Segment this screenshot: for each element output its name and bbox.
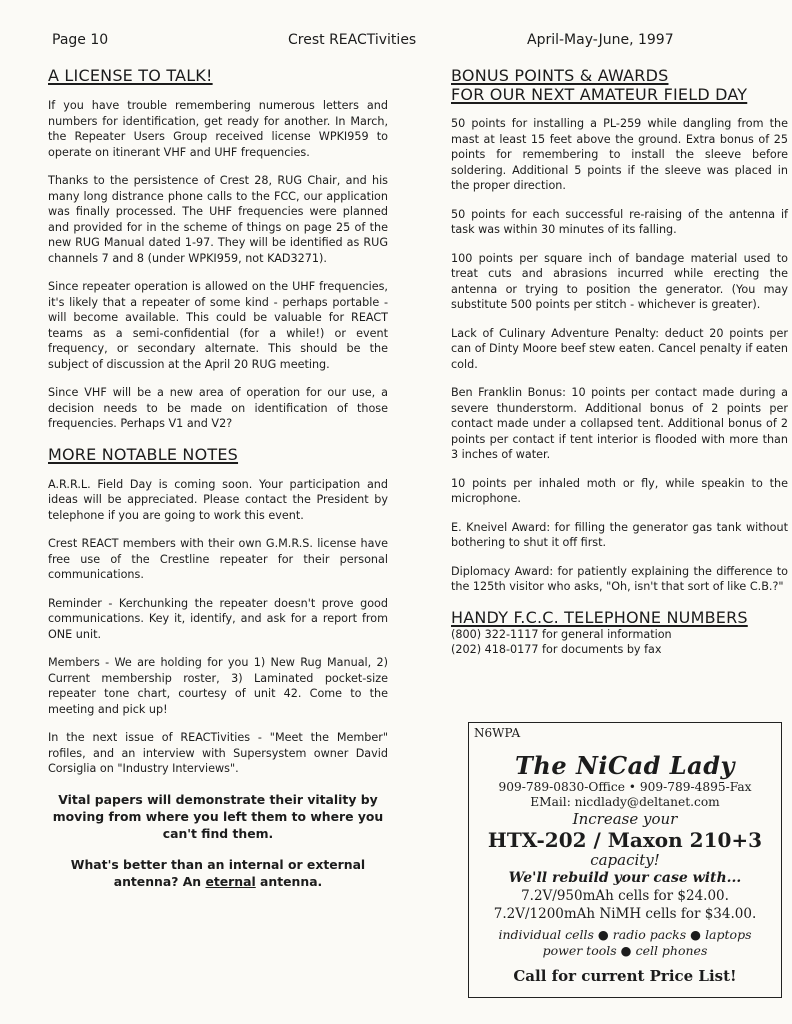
ad-increase-line: Increase your: [572, 810, 678, 828]
ad-call-to-action: Call for current Price List!: [513, 967, 737, 985]
license-heading: A LICENSE TO TALK!: [48, 66, 213, 85]
ad-price-950mah: 7.2V/950mAh cells for $24.00.: [521, 888, 729, 904]
bullet-icon: ●: [597, 927, 609, 942]
nicad-lady-advertisement: [468, 722, 782, 998]
ad-products-line-2: [469, 943, 781, 959]
publication-title: Crest REACTivities: [288, 32, 417, 48]
ad-rebuild-line: We'll rebuild your case with...: [508, 870, 742, 886]
ad-price-1200mah: 7.2V/1200mAh NiMH cells for $34.00.: [493, 906, 757, 922]
fcc-phones-heading: HANDY F.C.C. TELEPHONE NUMBERS: [451, 607, 748, 627]
bonus-paragraph-2: 50 points for each successful re-raising of the antenna if task was within 30 minutes of its falling.: [451, 207, 788, 236]
bonus-paragraph-8: Diplomacy Award: for patiently explaining the difference to the 125th visitor who asks, "Oh, isn't that sort of like C.B.?": [451, 564, 788, 593]
antenna-quip-emphasis: eternal: [205, 873, 256, 889]
ad-product-radio-packs: radio packs: [612, 927, 687, 942]
notes-heading: MORE NOTABLE NOTES: [48, 444, 239, 464]
bonus-heading: [451, 66, 788, 104]
license-paragraph-4: Since VHF will be a new area of operation for our use, a decision needs to be made on identification of those frequencies. Perhaps V1 and V2?: [48, 386, 388, 430]
bullet-icon: ●: [690, 927, 702, 942]
bonus-article: [451, 66, 788, 595]
bonus-heading-line-1: BONUS POINTS & AWARDS: [451, 66, 669, 85]
ad-business-name: The NiCad Lady: [515, 751, 735, 780]
fcc-phone-general: (800) 322-1117 for general information: [451, 627, 672, 641]
license-paragraph-2: Thanks to the persistence of Crest 28, RUG Chair, and his many long distrance phone calls to the FCC, our application was finally processed. The UHF frequencies were planned and provided for in the scheme of things on page 25 of the new RUG Manual dated 1-97. They will be identified as RUG channels 7 and 8 (under WPKI959, not KAD3271).: [48, 174, 388, 265]
antenna-quip-end: antenna.: [255, 873, 323, 889]
notes-paragraph-2: Crest REACT members with their own G.M.R.S. license have free use of the Crestline repeater for their personal communications.: [48, 537, 388, 581]
ad-callsign: N6WPA: [474, 726, 521, 740]
notes-article: [48, 445, 388, 777]
issue-date: April-May-June, 1997: [527, 32, 674, 48]
bonus-heading-line-2: FOR OUR NEXT AMATEUR FIELD DAY: [451, 85, 748, 104]
bonus-paragraph-1: 50 points for installing a PL-259 while dangling from the mast at least 15 feet above the ground. Extra bonus of 25 points for remembering to install the sleeve before soldering. Additional 5 points if the sleeve was placed in the proper direction.: [451, 117, 788, 192]
fcc-phones-article: [451, 608, 788, 658]
bonus-paragraph-3: 100 points per square inch of bandage material used to treat cuts and abrasions incurred while erecting the antenna or trying to position the generator. (You may substitute 500 points per stitch - whichever is greater).: [451, 251, 788, 311]
notes-paragraph-1: A.R.R.L. Field Day is coming soon. Your participation and ideas will be appreciated. Please contact the President by telephone if you are going to work this event.: [48, 477, 388, 522]
ad-product-cell-phones: cell phones: [635, 943, 708, 958]
ad-phone-fax: 909-789-0830-Office • 909-789-4895-Fax: [498, 780, 752, 794]
fcc-phone-fax: (202) 418-0177 for documents by fax: [451, 643, 662, 656]
ad-products-line-1: [469, 927, 781, 943]
ad-product-power-tools: power tools: [542, 943, 617, 958]
notes-paragraph-3: Reminder - Kerchunking the repeater doesn't prove good communications. Key it, identify, and ask for a report from ONE unit.: [48, 596, 388, 641]
right-column: [451, 66, 788, 658]
bonus-paragraph-5: Ben Franklin Bonus: 10 points per contact made during a severe thunderstorm. Additional bonus of 2 points per contact made under a collapsed tent. Additional bonus of 2 points per contact if tent interior is flooded with more than 3 inches of water.: [451, 386, 788, 461]
ad-capacity-line: capacity!: [590, 851, 660, 869]
page-header: [52, 32, 692, 52]
license-paragraph-1: If you have trouble remembering numerous letters and numbers for identification, get ready for another. In March, the Repeater Users Group received license WPKI959 to operate on itinerant VHF and UHF frequencies.: [48, 99, 388, 159]
ad-email: EMail: nicdlady@deltanet.com: [530, 795, 720, 809]
notes-paragraph-5: In the next issue of REACTivities - "Meet the Member" rofiles, and an interview with Supersystem owner David Corsiglia on "Industry Interviews".: [48, 731, 388, 775]
license-paragraph-3: Since repeater operation is allowed on the UHF frequencies, it's likely that a repeater of some kind - perhaps portable - will become available. This could be valuable for REACT teams as a semi-confidential (for a while!) or event frequency, or secondary alternate. This should be the subject of discussion at the April 20 RUG meeting.: [48, 280, 388, 371]
left-column: [48, 66, 388, 902]
bonus-paragraph-7: E. Kneivel Award: for filling the generator gas tank without bothering to shut it off first.: [451, 520, 788, 549]
notes-paragraph-4: Members - We are holding for you 1) New Rug Manual, 2) Current membership roster, 3) Laminated pocket-size repeater tone chart, courtesy of unit 42. Come to the meeting and pick up!: [48, 656, 388, 716]
bonus-paragraph-4: Lack of Culinary Adventure Penalty: deduct 20 points per can of Dinty Moore beef stew eaten. Cancel penalty if eaten cold.: [451, 326, 788, 371]
antenna-quip-start: What's better than an internal or external antenna? An: [70, 856, 366, 889]
page-number: Page 10: [52, 32, 109, 48]
license-article: [48, 66, 388, 432]
bullet-icon: ●: [620, 943, 632, 958]
ad-radio-models: HTX-202 / Maxon 210+3: [487, 828, 763, 852]
ad-product-laptops: laptops: [705, 927, 752, 942]
ad-product-cells: individual cells: [498, 927, 594, 942]
vital-papers-quip: Vital papers will demonstrate their vitality by moving from where you left them to where you can't find them.: [52, 791, 384, 841]
antenna-quip: [48, 856, 388, 890]
bonus-paragraph-6: 10 points per inhaled moth or fly, while speakin to the microphone.: [451, 476, 788, 505]
